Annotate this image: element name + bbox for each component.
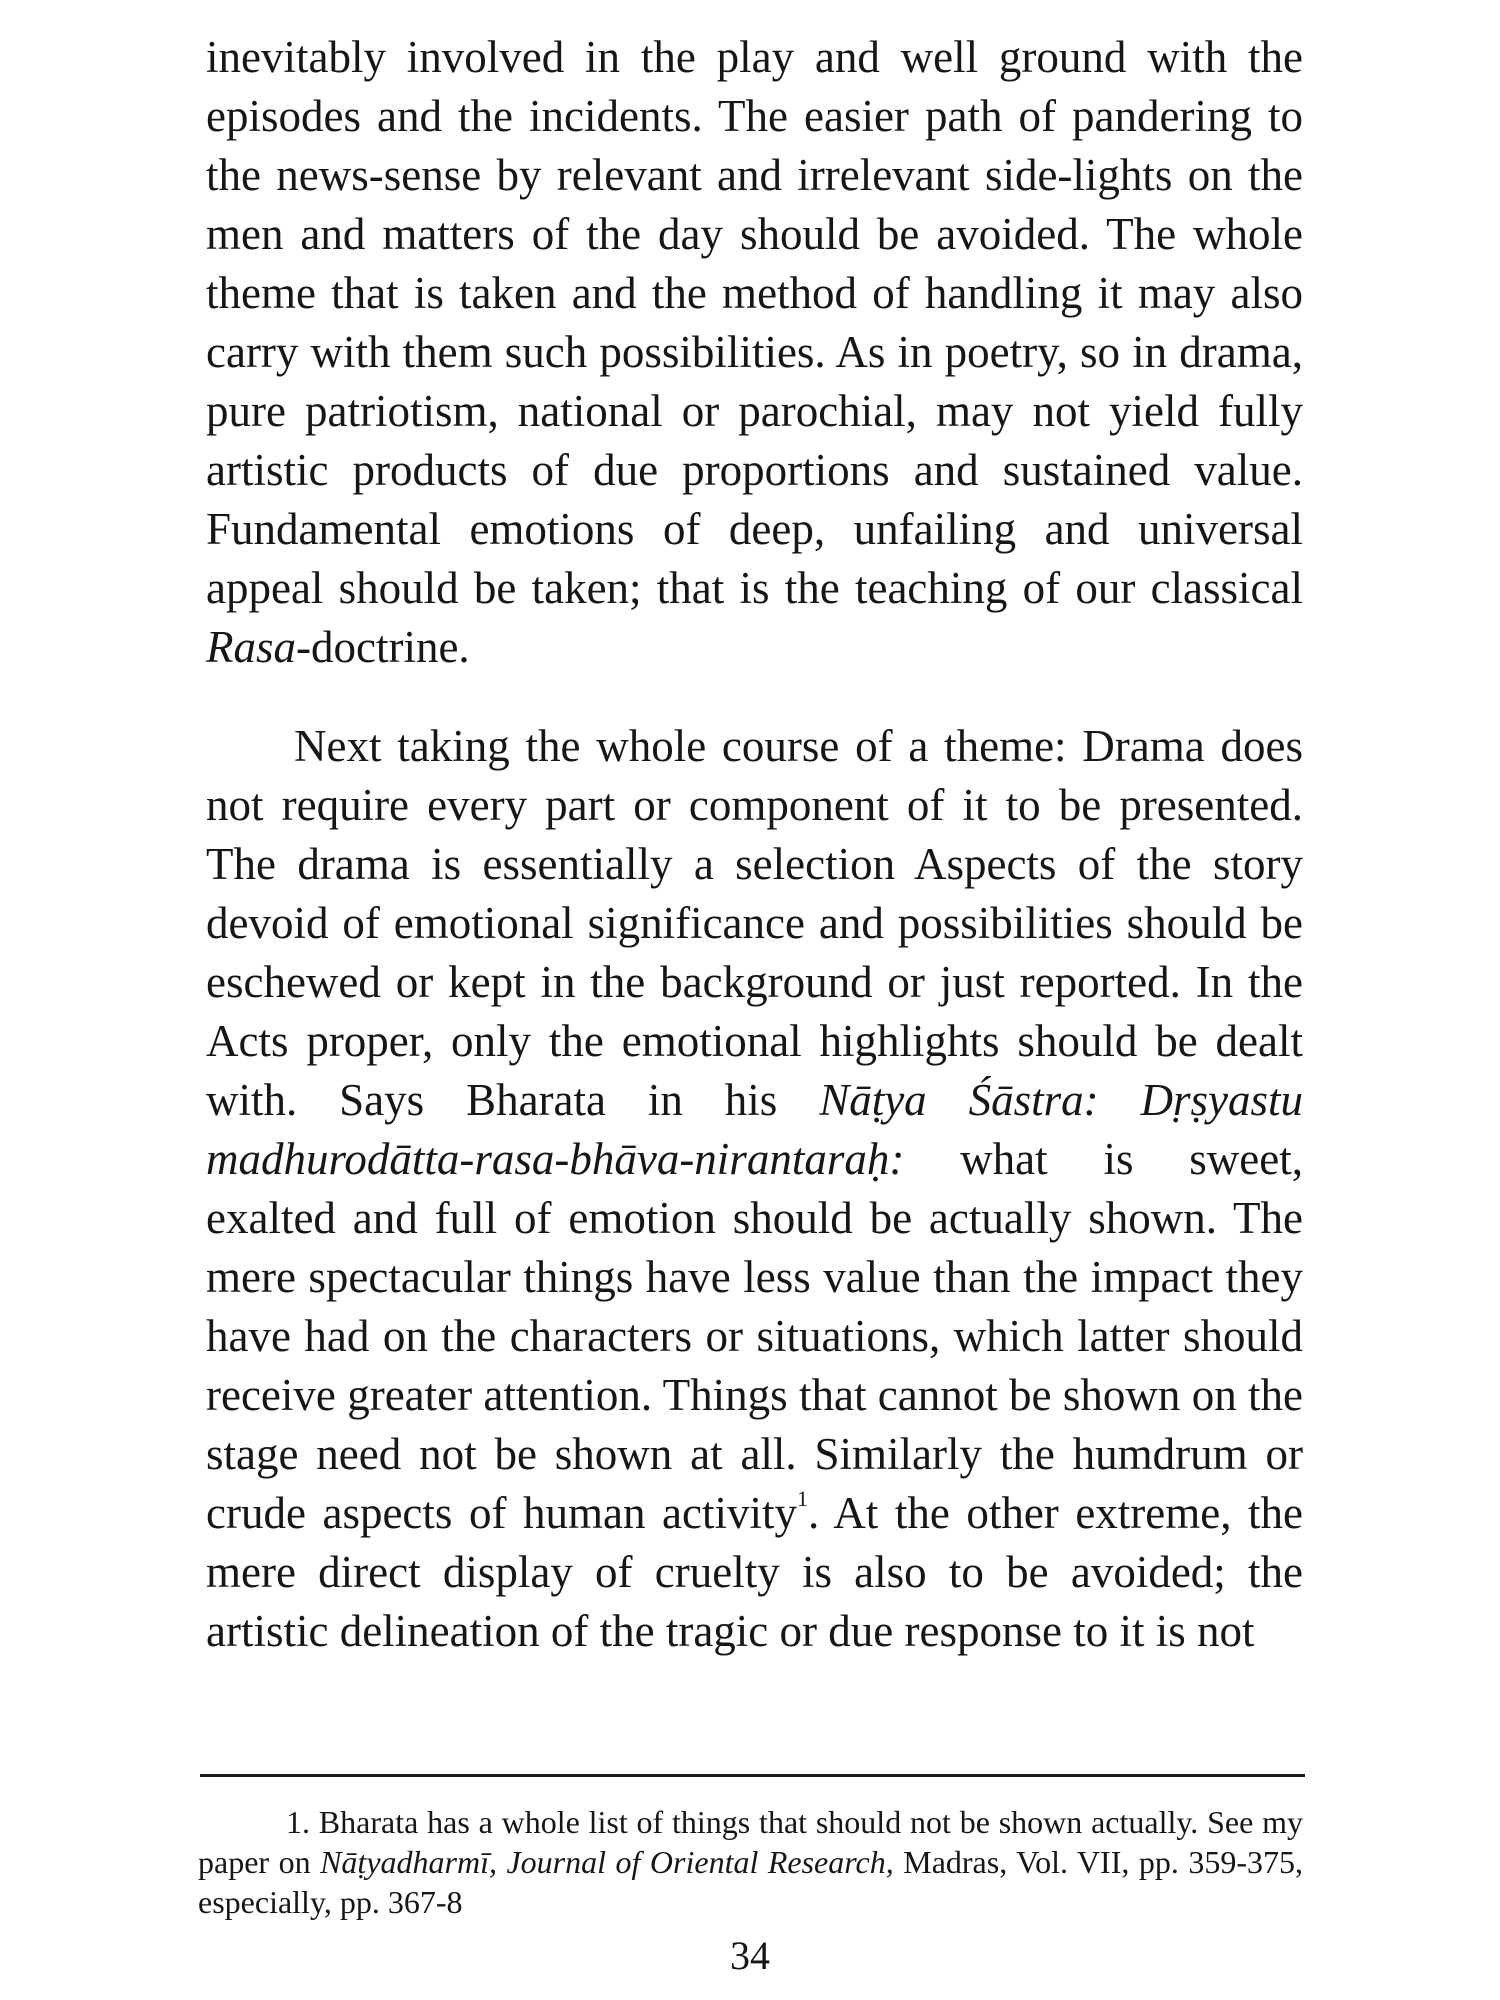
body-paragraph-1 [206, 28, 1303, 677]
paragraph-2-ending: . At the other extreme, the mere direct display of cruelty is also to be avoided; the artistic delineation of the tragic or due response to it is not [206, 1488, 1304, 1656]
rasa-term: Rasa [206, 622, 296, 672]
page-number: 34 [730, 1933, 770, 1978]
paragraph-2-text: Next taking the whole course of a theme: Drama does not require every part or component of it to be presented. The drama is essentially a selection Aspects of the story devoid of emotional significance and possibilities should be eschewed or kept in the background or just reported. In the Acts proper, only the emotional highlights should be dealt with. Says Bharata in his [206, 721, 1303, 1125]
paragraph-1-text: inevitably involved in the play and well ground with the episodes and the incidents. The easier path of pandering to the news-sense by relevant and irrelevant side-lights on the men and matters of the day should be avoided. The whole theme that is taken and the method of handling it may also carry with them such possibilities. As in poetry, so in drama, pure patriotism, national or parochial, may not yield fully artistic products of due proportions and sustained value. Fundamental emotions of deep, unfailing and universal appeal should be taken; that is the teaching of our classical [206, 32, 1303, 613]
footnote-number: 1. [286, 1804, 310, 1840]
footnote [198, 1802, 1303, 1922]
footnote-reference[interactable]: 1 [796, 1486, 808, 1511]
footnote-details: Madras, Vol. VII, pp. 359-375, especially, pp. 367-8 [198, 1844, 1304, 1920]
footnote-text: Bharata has a whole list of things that should not be shown actually. See my paper on [198, 1804, 1303, 1880]
body-paragraph-2 [206, 717, 1303, 1661]
paragraph-2-middle: what is sweet, exalted and full of emotion should be actually shown. The mere spectacular things have less value than the impact they have had on the characters or situations, which latter should receive greater attention. Things that cannot be shown on the stage need not be shown at all. Similarly the humdrum or crude aspects of human activity [206, 1134, 1303, 1538]
natya-sastra-quote: Nāṭya Śāstra: Dṛṣyastu madhurodātta-rasa-bhāva-nirantaraḥ: [206, 1075, 1303, 1184]
paragraph-1-ending: -doctrine. [296, 622, 470, 672]
footnote-citation: Nāṭyadharmī, Journal of Oriental Research, [320, 1844, 894, 1880]
footnote-divider [200, 1774, 1305, 1777]
